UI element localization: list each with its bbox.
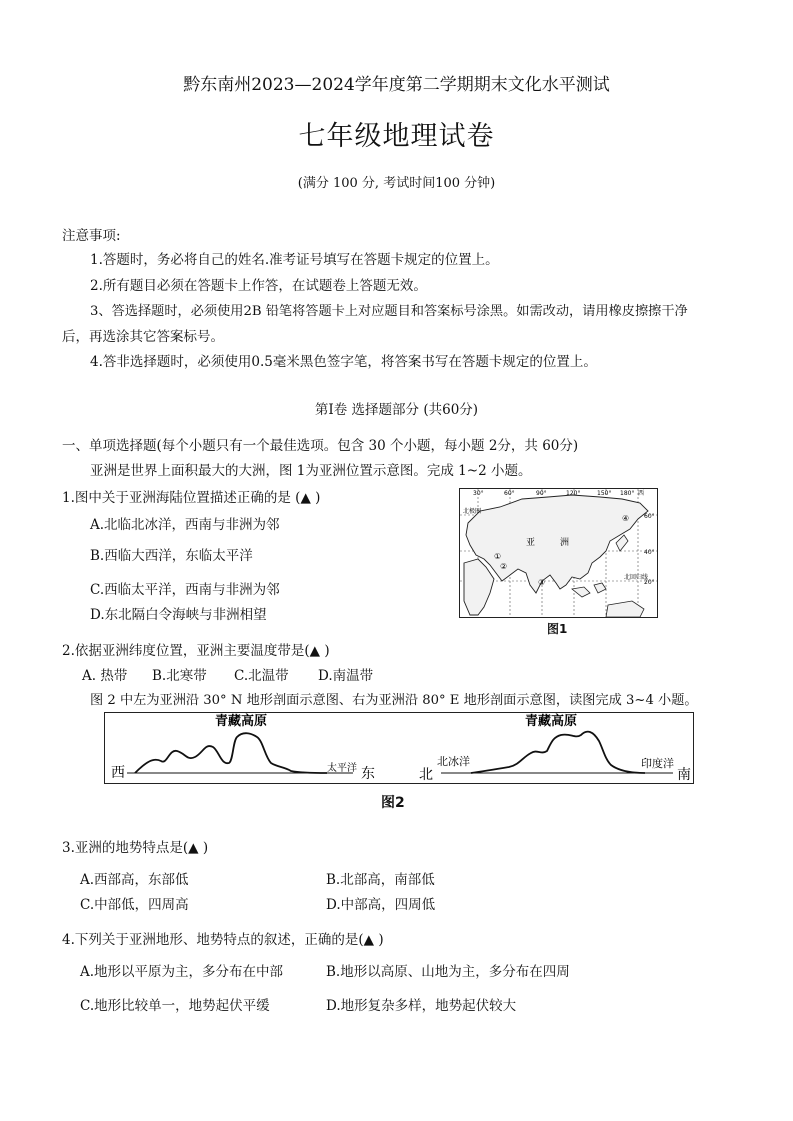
q4-option-d: D.地形复杂多样，地势起伏较大 [326,998,517,1014]
right-north-label: 北 [419,767,433,783]
q1-option-b: B.西临大西洋，东临太平洋 [90,548,253,564]
right-arctic-ocean-label: 北冰洋 [437,755,470,768]
map-label-ya: 亚 [526,538,536,548]
q4-option-c: C.地形比较单一，地势起伏平缓 [80,998,270,1014]
q2-option-c: C.北温带 [234,668,289,684]
q3-option-d: D.中部高，四周低 [326,897,436,913]
notes-item-2: 2.所有题目必须在答题卡上作答，在试题卷上答题无效。 [90,278,427,294]
q3-option-a: A.西部高，东部低 [80,872,189,888]
left-plateau-label: 青藏高原 [215,714,268,729]
marker-2: ② [500,562,508,571]
right-south-label: 南 [677,767,691,783]
figure-1-map [459,488,658,618]
fig2-intro: 图 2 中左为亚洲沿 30° N 地形剖面示意图、右为亚洲沿 80° E 地形剖面示意图，读图完成 3~4 小题。 [90,693,698,708]
part-one-heading: 一、单项选择题(每个小题只有一个最佳选项。包含 30 个小题，每小题 2分，共 60分) [62,438,579,454]
lat-label-60: 60° [644,513,655,520]
notes-item-3-cont: 后，再选涂其它答案标号。 [62,329,224,345]
q3-option-b: B.北部高，南部低 [326,872,435,888]
q3-stem: 3.亚洲的地势特点是(▲ ) [62,840,209,856]
right-indian-ocean-label: 印度洋 [641,757,674,770]
left-east-label: 东 [361,766,375,782]
q1-option-a: A.北临北冰洋，西南与非洲为邻 [90,517,280,533]
paper-title: 七年级地理试卷 [298,121,495,152]
figure-2-profiles [104,712,694,784]
q1-option-c: C.西临太平洋，西南与非洲为邻 [90,582,280,598]
q2-stem: 2.依据亚洲纬度位置，亚洲主要温度带是(▲ ) [62,643,330,659]
figure-1-caption: 图1 [547,622,568,636]
lon-label-30: 30° [473,490,484,497]
map-label-zhou: 洲 [560,538,570,548]
notes-item-3: 3、答选择题时，必须使用2B 铅笔将答题卡上对应题目和答案标号涂黑。如需改动，请用橡皮擦擦干净 [90,304,688,319]
notes-item-1: 1.答题时，务必将自己的姓名.准考证号填写在答题卡规定的位置上。 [90,252,499,268]
q4-stem: 4.下列关于亚洲地形、地势特点的叙述，正确的是(▲ ) [62,932,384,948]
q2-option-b: B.北寒带 [152,668,207,684]
lon-label-180: 180° [620,490,635,497]
left-west-label: 西 [111,765,125,781]
notes-heading: 注意事项: [62,228,121,244]
part-one-intro: 亚洲是世界上面积最大的大洲，图 1为亚洲位置示意图。完成 1~2 小题。 [90,463,532,479]
left-ocean-label: 太平洋 [327,763,357,774]
marker-3: ③ [538,578,546,587]
paper-subtitle: (满分 100 分, 考试时间100 分钟) [297,176,496,191]
tropic-label: 北回归线 [624,574,649,581]
q2-option-a: A. 热带 [82,668,128,684]
marker-1: ① [494,552,502,561]
marker-4: ④ [622,514,630,523]
lon-label-90: 90° [536,490,547,497]
q4-option-b: B.地形以高原、山地为主，多分布在四周 [326,964,570,980]
section-title: 第Ⅰ卷 选择题部分 (共60分) [314,402,479,418]
q1-stem: 1.图中关于亚洲海陆位置描述正确的是 (▲ ) [62,490,321,506]
q4-option-a: A.地形以平原为主，多分布在中部 [80,964,284,980]
lon-label-150: 150° [597,490,612,497]
terrain-profile-drawing [105,713,693,783]
lon-label-60: 60° [504,490,515,497]
lat-label-40: 40° [644,549,655,556]
notes-item-4: 4.答非选择题时，必须使用0.5毫米黑色签字笔，将答案书写在答题卡规定的位置上。 [90,354,597,370]
q3-option-c: C.中部低，四周高 [80,897,189,913]
asia-map-drawing [460,489,657,617]
lon-label-west: 西 [638,490,645,497]
arctic-circle-label: 北极圈 [463,508,482,515]
figure-2-caption: 图2 [381,795,405,811]
q2-option-d: D.南温带 [318,668,374,684]
exam-header: 黔东南州2023—2024学年度第二学期期末文化水平测试 [183,75,610,95]
right-plateau-label: 青藏高原 [525,714,578,729]
lat-label-20: 20° [644,579,655,586]
q1-option-d: D.东北隔白令海峡与非洲相望 [90,607,267,623]
lon-label-120: 120° [566,490,581,497]
